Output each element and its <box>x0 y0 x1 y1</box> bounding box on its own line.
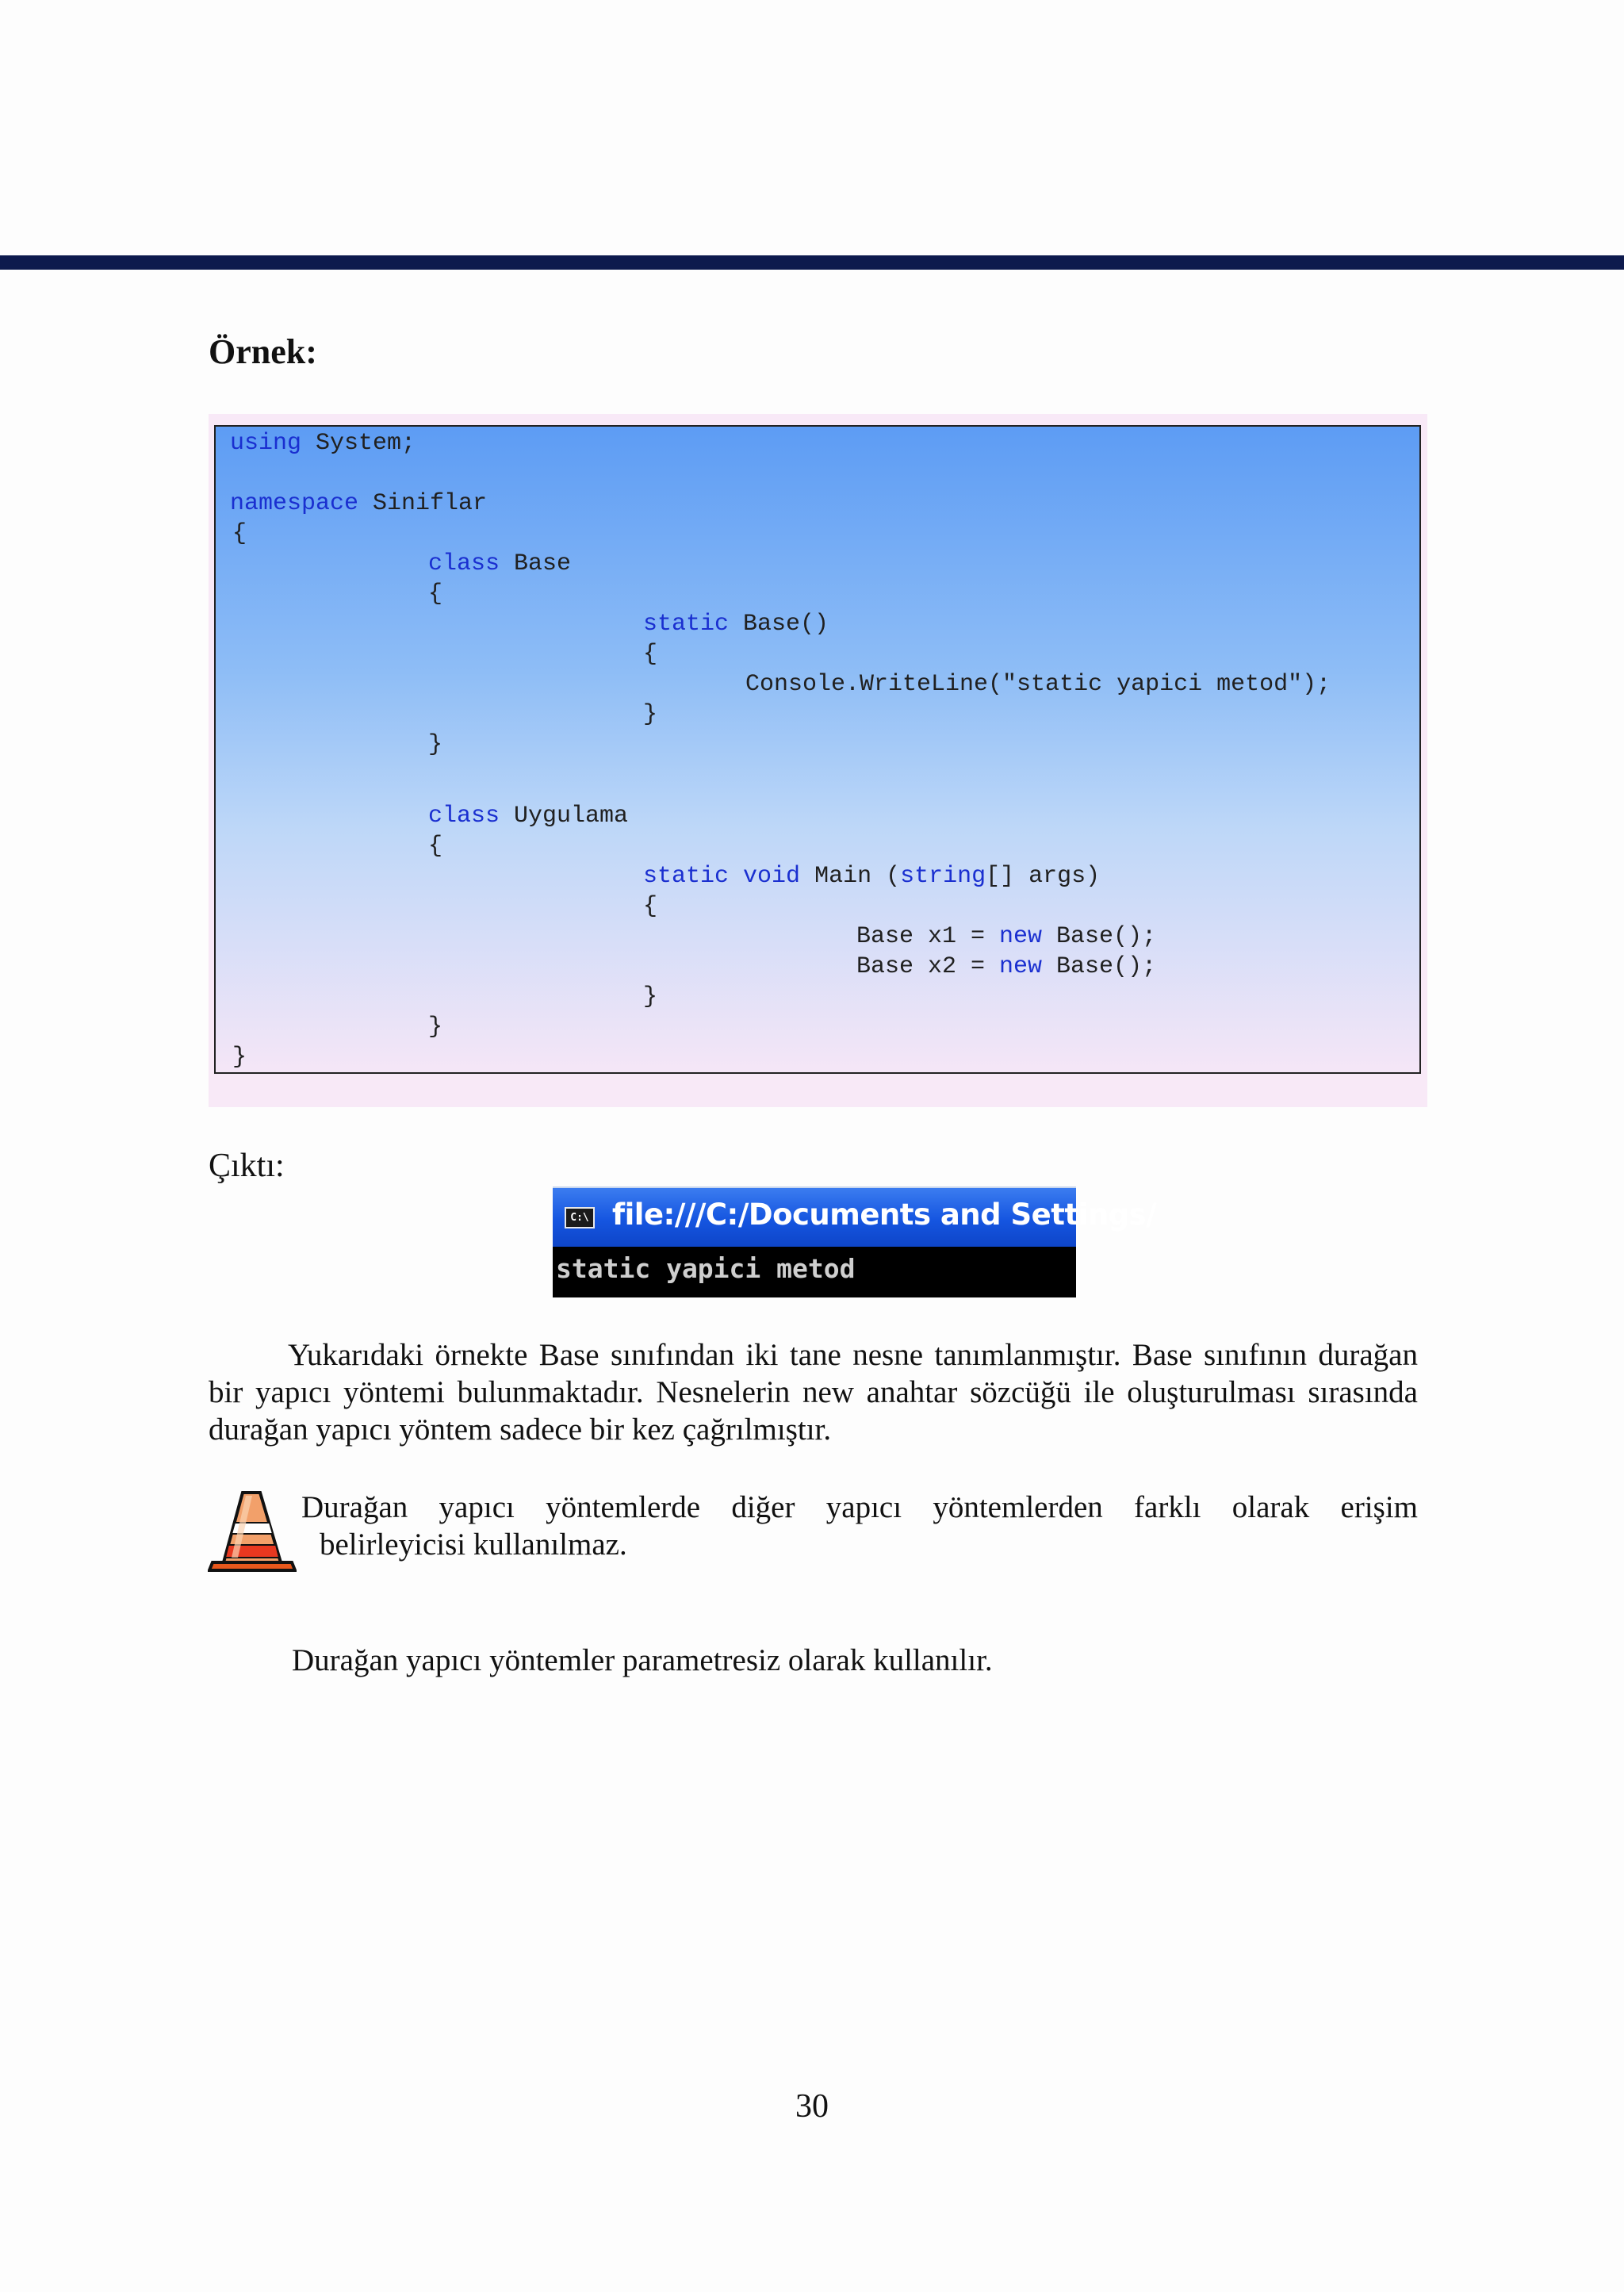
note-2: Durağan yapıcı yöntemler parametresiz olarak kullanılır. <box>292 1643 993 1677</box>
code-text: { <box>428 581 443 607</box>
output-label: Çıktı: <box>209 1148 285 1184</box>
console-output: static yapici metod <box>556 1253 856 1284</box>
code-line <box>856 922 1156 951</box>
code-text: Base x1 = <box>856 923 1000 950</box>
code-text: } <box>643 701 658 728</box>
code-line <box>428 730 442 759</box>
code-line <box>643 700 657 729</box>
code-text: { <box>643 893 658 920</box>
code-line <box>643 640 657 669</box>
code-keyword: using <box>230 430 302 457</box>
code-text: } <box>428 1014 443 1041</box>
code-text: Base(); <box>1042 953 1157 980</box>
code-text: { <box>232 520 247 547</box>
code-line <box>428 1013 442 1041</box>
console-icon: C:\ <box>565 1207 595 1228</box>
code-line <box>230 489 487 518</box>
code-line <box>230 429 416 458</box>
code-text: Uygulama <box>500 803 629 830</box>
code-line <box>643 610 829 638</box>
code-keyword: new <box>999 923 1043 950</box>
code-text: } <box>428 731 443 758</box>
explanation-text: Yukarıdaki örnekte Base sınıfından iki tane nesne tanımlanmıştır. Base sınıfının durağan bir yapıcı yöntemi bulunmaktadır. Nesnelerin new anahtar sözcüğü ile oluşturulması sırasında durağan yapıcı yöntem sadece bir kez çağrılmıştır. <box>209 1338 1418 1447</box>
code-line <box>232 519 247 548</box>
note-line-2: belirleyicisi kullanılmaz. <box>320 1527 627 1562</box>
code-text: } <box>643 983 658 1010</box>
code-keyword: string <box>900 863 986 890</box>
code-keyword: namespace <box>230 490 359 517</box>
code-line <box>643 983 657 1011</box>
code-text: { <box>428 833 443 860</box>
code-keyword: new <box>999 953 1043 980</box>
top-rule <box>0 255 1624 270</box>
code-text <box>729 863 743 890</box>
code-text: } <box>232 1044 247 1071</box>
code-text: Base() <box>729 611 829 638</box>
code-text: System; <box>301 430 416 457</box>
code-keyword: static <box>643 863 730 890</box>
code-keyword: class <box>428 803 500 830</box>
console-title-bar <box>553 1188 1157 1247</box>
page-number: 30 <box>795 2088 829 2125</box>
code-block <box>214 425 1421 1074</box>
code-text: Console.WriteLine("static yapici metod"); <box>745 671 1331 698</box>
code-line <box>428 802 628 830</box>
code-keyword: void <box>743 863 801 890</box>
note-line-1: Durağan yapıcı yöntemlerde diğer yapıcı yöntemlerden farklı olarak erişim <box>301 1490 1418 1524</box>
code-text: Base(); <box>1042 923 1157 950</box>
code-line <box>428 832 442 860</box>
code-text: [] args) <box>986 863 1101 890</box>
example-heading: Örnek: <box>209 332 317 371</box>
console-window <box>553 1186 1157 1297</box>
code-text: Base <box>500 550 572 577</box>
code-text: { <box>643 641 658 668</box>
code-line <box>232 1043 247 1071</box>
code-line <box>643 862 1100 891</box>
warning-cone-icon <box>208 1488 297 1573</box>
code-line <box>428 550 571 578</box>
console-title: file:///C:/Documents and Settings/ <box>612 1198 1157 1232</box>
explanation-paragraph <box>209 1336 1418 1448</box>
code-text: Main ( <box>800 863 901 890</box>
code-text: Base x2 = <box>856 953 1000 980</box>
code-line <box>428 580 442 608</box>
code-keyword: class <box>428 550 500 577</box>
code-text: Siniflar <box>358 490 488 517</box>
code-line <box>745 670 1331 699</box>
code-keyword: static <box>643 611 730 638</box>
code-line <box>856 952 1156 981</box>
code-line <box>643 892 657 921</box>
